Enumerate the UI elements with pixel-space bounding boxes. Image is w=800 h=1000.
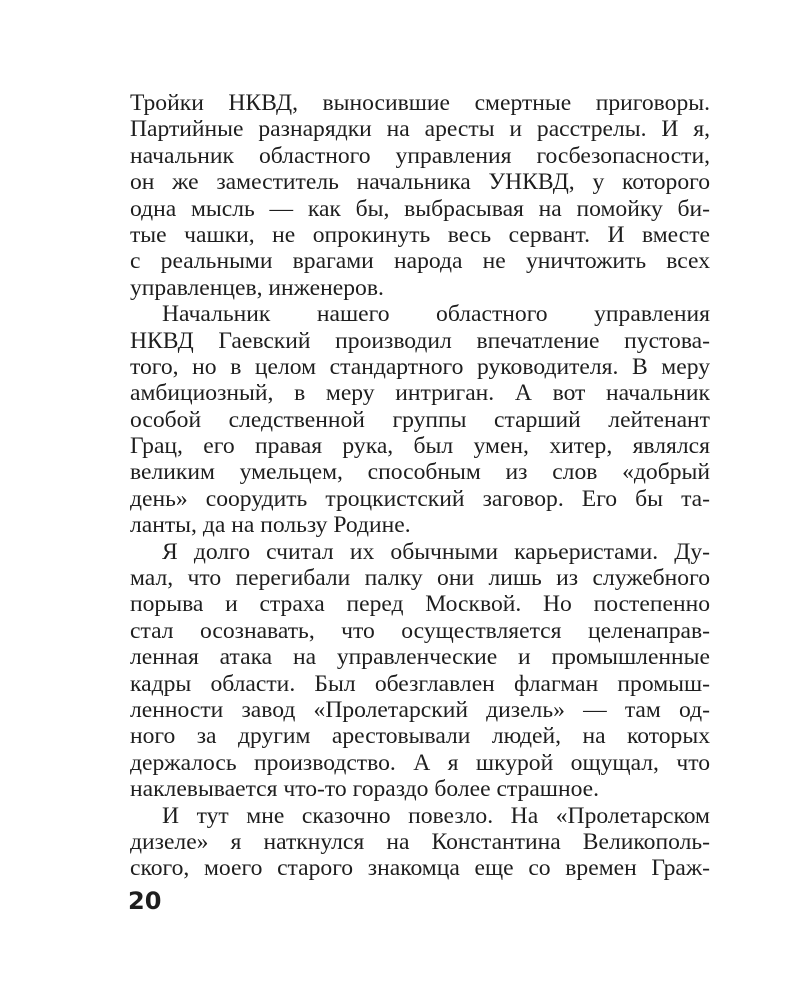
text-line: управленцев, инженеров.: [130, 274, 384, 301]
text-line: кадры области. Был обезглавлен флагман промыш-: [130, 670, 710, 697]
text-line: держалось производство. А я шкурой ощущал, что: [130, 749, 710, 776]
text-line: ленности завод «Пролетарский дизель» — там од-: [130, 696, 710, 723]
text-line: Партийные разнарядки на аресты и расстрелы. И я,: [130, 116, 710, 143]
text-line: дизеле» я наткнулся на Константина Великополь-: [130, 828, 710, 855]
text-line: порыва и страха перед Москвой. Но постепенно: [130, 591, 710, 618]
text-line: тые чашки, не опрокинуть весь сервант. И вместе: [130, 221, 710, 248]
text-line: ского, моего старого знакомца еще со времен Граж-: [130, 855, 710, 882]
paragraph-first-line: Начальник нашего областного управления: [162, 301, 710, 328]
text-line: он же заместитель начальника УНКВД, у которого: [130, 169, 710, 196]
text-line: Грац, его правая рука, был умен, хитер, являлся: [130, 433, 710, 460]
text-line: день» соорудить троцкистский заговор. Его бы та-: [130, 485, 710, 512]
text-line: особой следственной группы старший лейтенант: [130, 406, 710, 433]
text-line: наклевывается что-то гораздо более страшное.: [130, 776, 600, 803]
body-text: [130, 90, 710, 882]
text-line: с реальными врагами народа не уничтожить всех: [130, 248, 710, 275]
text-line: ланты, да на пользу Родине.: [130, 512, 411, 539]
text-line: амбициозный, в меру интриган. А вот начальник: [130, 380, 710, 407]
paragraph-first-line: И тут мне сказочно повезло. На «Пролетарском: [162, 802, 710, 829]
page-number: 20: [128, 887, 162, 915]
text-line: одна мысль — как бы, выбрасывая на помойку би-: [130, 195, 710, 222]
text-line: начальник областного управления госбезопасности,: [130, 142, 710, 169]
text-line: Тройки НКВД, выносившие смертные приговоры.: [130, 90, 710, 116]
text-line: стал осознавать, что осуществляется целенаправ-: [130, 617, 710, 644]
text-line: мал, что перегибали палку они лишь из служебного: [130, 565, 710, 592]
text-line: того, но в целом стандартного руководителя. В меру: [130, 353, 710, 380]
text-line: великим умельцем, способным из слов «добрый: [130, 459, 710, 486]
text-line: НКВД Гаевский производил впечатление пустова-: [130, 327, 710, 354]
text-line: ного за другим арестовывали людей, на которых: [130, 723, 710, 750]
text-line: ленная атака на управленческие и промышленные: [130, 644, 710, 671]
paragraph-first-line: Я долго считал их обычными карьеристами. Ду-: [162, 538, 710, 565]
